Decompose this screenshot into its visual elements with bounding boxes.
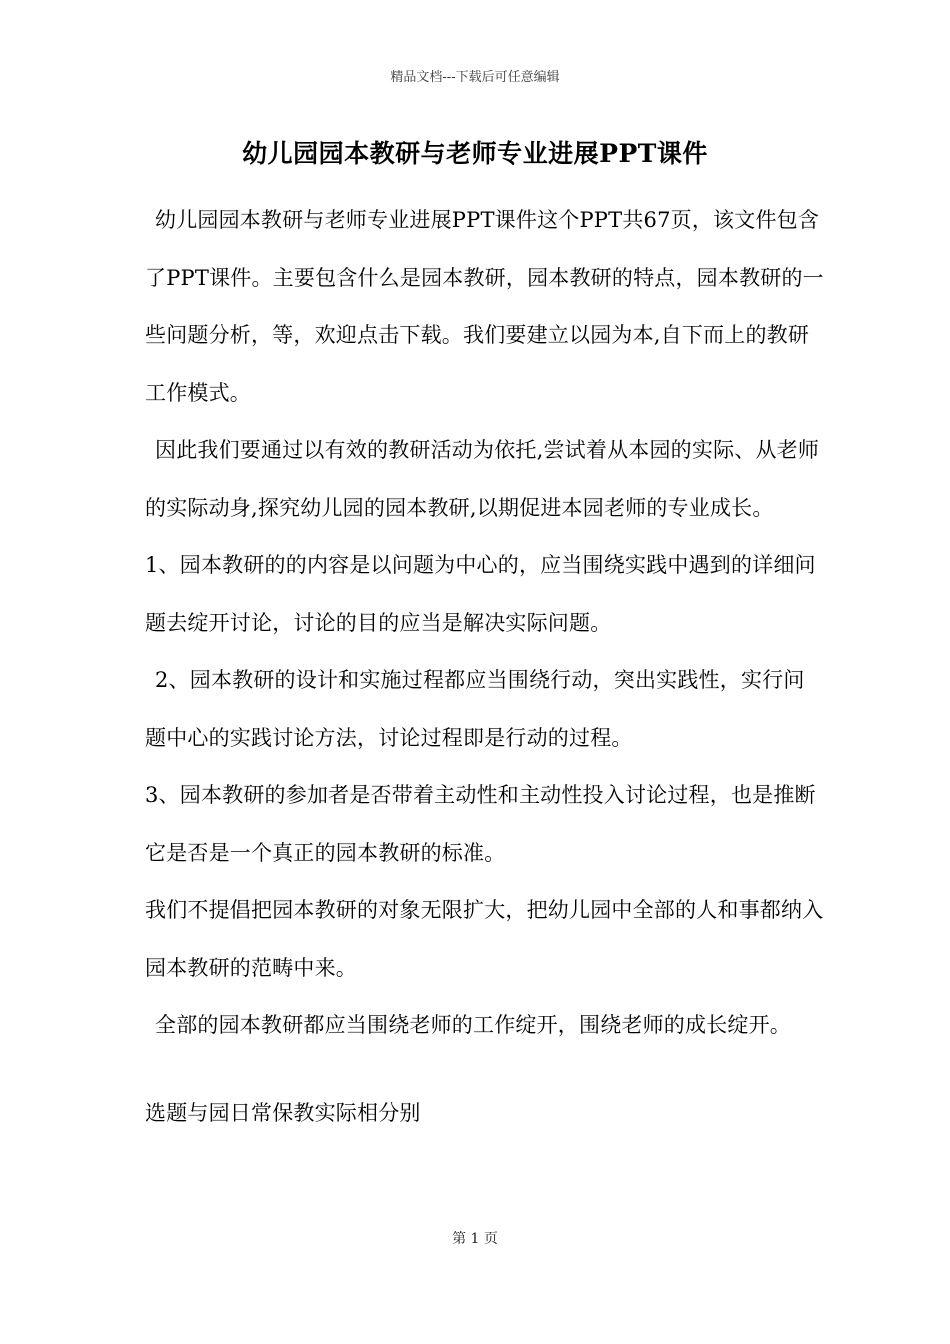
document-body [145, 192, 825, 1142]
paragraph-point-2: 2、园本教研的设计和实施过程都应当围绕行动，突出实践性，实行问题中心的实践讨论方法，讨论过程即是行动的过程。 [145, 668, 805, 750]
paragraph-topic-heading: 选题与园日常保教实际相分别 [145, 1100, 421, 1125]
page-header: 精品文档---下载后可任意编辑 [390, 70, 560, 85]
page-number: 第 1 页 [452, 1231, 498, 1247]
paragraph-spacer [145, 1055, 825, 1085]
document-title: 幼儿园园本教研与老师专业进展PPT课件 [242, 139, 708, 168]
paragraph-intro: 幼儿园园本教研与老师专业进展PPT课件这个PPT共67页，该文件包含了PPT课件。主要包含什么是园本教研，园本教研的特点，园本教研的一些问题分析，等，欢迎点击下载。我们要建立以园为本,自下而上的教研工作模式。 [145, 208, 824, 405]
paragraph-scope: 我们不提倡把园本教研的对象无限扩大，把幼儿园中全部的人和事都纳入园本教研的范畴中来。 [145, 898, 824, 980]
paragraph-focus: 全部的园本教研都应当围绕老师的工作绽开，围绕老师的成长绽开。 [155, 1013, 791, 1037]
paragraph-point-1: 1、园本教研的的内容是以问题为中心的，应当围绕实践中遇到的详细问题去绽开讨论，讨论的目的应当是解决实际问题。 [145, 553, 816, 635]
paragraph-purpose: 因此我们要通过以有效的教研活动为依托,尝试着从本园的实际、从老师的实际动身,探究幼儿园的园本教研,以期促进本园老师的专业成长。 [145, 438, 820, 520]
paragraph-point-3: 3、园本教研的参加者是否带着主动性和主动性投入讨论过程，也是推断它是否是一个真正的园本教研的标准。 [145, 783, 816, 865]
